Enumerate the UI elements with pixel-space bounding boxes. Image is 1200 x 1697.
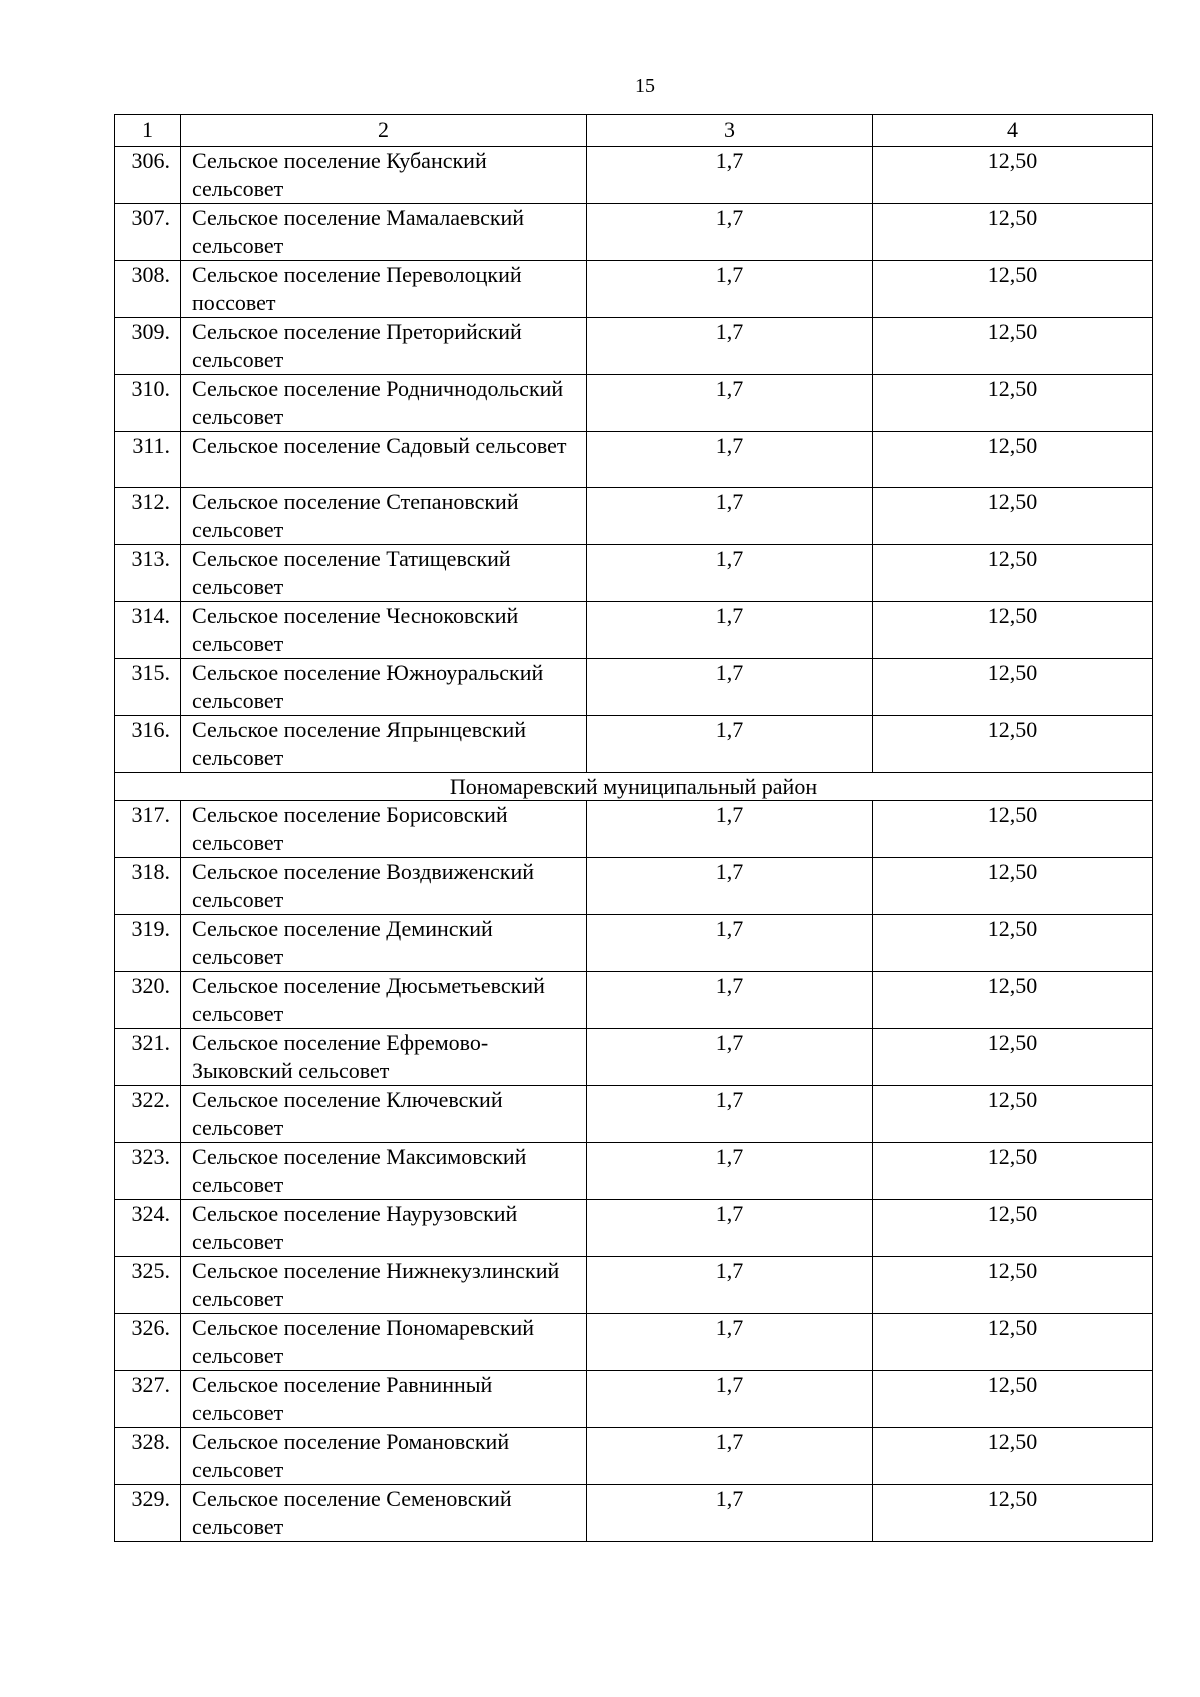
value-column-4: 12,50 <box>873 375 1153 432</box>
settlement-name: Сельское поселение Дюсьметьевский сельсовет <box>181 972 587 1029</box>
section-title: Пономаревский муниципальный район <box>115 773 1153 801</box>
value-column-3: 1,7 <box>587 1200 873 1257</box>
table-row <box>115 147 1153 204</box>
value-column-3: 1,7 <box>587 1371 873 1428</box>
table-row <box>115 204 1153 261</box>
row-number: 306. <box>115 147 181 204</box>
value-column-3: 1,7 <box>587 545 873 602</box>
settlement-name: Сельское поселение Переволоцкий поссовет <box>181 261 587 318</box>
settlement-name: Сельское поселение Деминский сельсовет <box>181 915 587 972</box>
value-column-4: 12,50 <box>873 1029 1153 1086</box>
settlement-name: Сельское поселение Чесноковский сельсовет <box>181 602 587 659</box>
row-number: 311. <box>115 432 181 488</box>
settlement-name: Сельское поселение Нижнекузлинский сельсовет <box>181 1257 587 1314</box>
value-column-4: 12,50 <box>873 318 1153 375</box>
settlement-name: Сельское поселение Воздвиженский сельсовет <box>181 858 587 915</box>
value-column-3: 1,7 <box>587 801 873 858</box>
row-number: 316. <box>115 716 181 773</box>
table-row <box>115 602 1153 659</box>
value-column-4: 12,50 <box>873 972 1153 1029</box>
value-column-4: 12,50 <box>873 1143 1153 1200</box>
row-number: 328. <box>115 1428 181 1485</box>
value-column-3: 1,7 <box>587 1257 873 1314</box>
row-number: 322. <box>115 1086 181 1143</box>
row-number: 312. <box>115 488 181 545</box>
settlement-name: Сельское поселение Семеновский сельсовет <box>181 1485 587 1542</box>
settlement-name: Сельское поселение Кубанский сельсовет <box>181 147 587 204</box>
table-row <box>115 261 1153 318</box>
value-column-3: 1,7 <box>587 1086 873 1143</box>
table-row <box>115 659 1153 716</box>
table-row <box>115 375 1153 432</box>
value-column-3: 1,7 <box>587 972 873 1029</box>
value-column-4: 12,50 <box>873 545 1153 602</box>
table-row <box>115 488 1153 545</box>
value-column-3: 1,7 <box>587 1314 873 1371</box>
value-column-4: 12,50 <box>873 1200 1153 1257</box>
value-column-3: 1,7 <box>587 1485 873 1542</box>
value-column-4: 12,50 <box>873 432 1153 488</box>
value-column-4: 12,50 <box>873 1314 1153 1371</box>
value-column-3: 1,7 <box>587 1428 873 1485</box>
table-row <box>115 1086 1153 1143</box>
value-column-3: 1,7 <box>587 858 873 915</box>
value-column-4: 12,50 <box>873 1485 1153 1542</box>
row-number: 327. <box>115 1371 181 1428</box>
value-column-4: 12,50 <box>873 858 1153 915</box>
value-column-3: 1,7 <box>587 261 873 318</box>
settlement-name: Сельское поселение Равнинный сельсовет <box>181 1371 587 1428</box>
value-column-3: 1,7 <box>587 488 873 545</box>
value-column-3: 1,7 <box>587 1029 873 1086</box>
row-number: 315. <box>115 659 181 716</box>
settlement-name: Сельское поселение Романовский сельсовет <box>181 1428 587 1485</box>
header-cell-1: 1 <box>115 115 181 147</box>
value-column-3: 1,7 <box>587 375 873 432</box>
value-column-4: 12,50 <box>873 801 1153 858</box>
table-row <box>115 1314 1153 1371</box>
value-column-4: 12,50 <box>873 1257 1153 1314</box>
table-header-row <box>115 115 1153 147</box>
value-column-4: 12,50 <box>873 1371 1153 1428</box>
row-number: 326. <box>115 1314 181 1371</box>
settlement-name: Сельское поселение Мамалаевский сельсовет <box>181 204 587 261</box>
table-row <box>115 1257 1153 1314</box>
row-number: 325. <box>115 1257 181 1314</box>
value-column-3: 1,7 <box>587 1143 873 1200</box>
row-number: 308. <box>115 261 181 318</box>
settlement-name: Сельское поселение Преторийский сельсовет <box>181 318 587 375</box>
row-number: 313. <box>115 545 181 602</box>
row-number: 324. <box>115 1200 181 1257</box>
value-column-3: 1,7 <box>587 204 873 261</box>
settlement-name: Сельское поселение Пономаревский сельсовет <box>181 1314 587 1371</box>
settlements-table <box>114 114 1153 1542</box>
row-number: 329. <box>115 1485 181 1542</box>
settlement-name: Сельское поселение Япрынцевский сельсовет <box>181 716 587 773</box>
value-column-4: 12,50 <box>873 659 1153 716</box>
settlement-name: Сельское поселение Борисовский сельсовет <box>181 801 587 858</box>
row-number: 314. <box>115 602 181 659</box>
settlement-name: Сельское поселение Родничнодольский сельсовет <box>181 375 587 432</box>
settlement-name: Сельское поселение Татищевский сельсовет <box>181 545 587 602</box>
row-number: 310. <box>115 375 181 432</box>
value-column-4: 12,50 <box>873 1086 1153 1143</box>
table-row <box>115 1029 1153 1086</box>
value-column-4: 12,50 <box>873 1428 1153 1485</box>
header-cell-2: 2 <box>181 115 587 147</box>
value-column-3: 1,7 <box>587 602 873 659</box>
settlement-name: Сельское поселение Наурузовский сельсовет <box>181 1200 587 1257</box>
table-row <box>115 545 1153 602</box>
table-row <box>115 716 1153 773</box>
table-row <box>115 801 1153 858</box>
settlement-name: Сельское поселение Садовый сельсовет <box>181 432 587 488</box>
value-column-4: 12,50 <box>873 147 1153 204</box>
value-column-4: 12,50 <box>873 261 1153 318</box>
table-row <box>115 318 1153 375</box>
table-row <box>115 915 1153 972</box>
table-row <box>115 1200 1153 1257</box>
settlement-name: Сельское поселение Максимовский сельсовет <box>181 1143 587 1200</box>
settlement-name: Сельское поселение Степановский сельсовет <box>181 488 587 545</box>
table-row <box>115 1485 1153 1542</box>
settlement-name: Сельское поселение Ефремово-Зыковский сельсовет <box>181 1029 587 1086</box>
header-cell-3: 3 <box>587 115 873 147</box>
value-column-4: 12,50 <box>873 602 1153 659</box>
row-number: 319. <box>115 915 181 972</box>
table-row <box>115 1143 1153 1200</box>
value-column-3: 1,7 <box>587 318 873 375</box>
row-number: 318. <box>115 858 181 915</box>
value-column-4: 12,50 <box>873 915 1153 972</box>
table-row <box>115 1428 1153 1485</box>
row-number: 320. <box>115 972 181 1029</box>
row-number: 317. <box>115 801 181 858</box>
value-column-4: 12,50 <box>873 716 1153 773</box>
value-column-4: 12,50 <box>873 488 1153 545</box>
row-number: 309. <box>115 318 181 375</box>
value-column-3: 1,7 <box>587 716 873 773</box>
settlement-name: Сельское поселение Южноуральский сельсовет <box>181 659 587 716</box>
value-column-3: 1,7 <box>587 432 873 488</box>
table-row <box>115 972 1153 1029</box>
row-number: 323. <box>115 1143 181 1200</box>
section-row <box>115 773 1153 801</box>
value-column-3: 1,7 <box>587 915 873 972</box>
value-column-3: 1,7 <box>587 659 873 716</box>
page-number: 15 <box>635 75 655 97</box>
table-row <box>115 1371 1153 1428</box>
table-row <box>115 432 1153 488</box>
value-column-4: 12,50 <box>873 204 1153 261</box>
value-column-3: 1,7 <box>587 147 873 204</box>
table-row <box>115 858 1153 915</box>
row-number: 321. <box>115 1029 181 1086</box>
header-cell-4: 4 <box>873 115 1153 147</box>
row-number: 307. <box>115 204 181 261</box>
settlement-name: Сельское поселение Ключевский сельсовет <box>181 1086 587 1143</box>
